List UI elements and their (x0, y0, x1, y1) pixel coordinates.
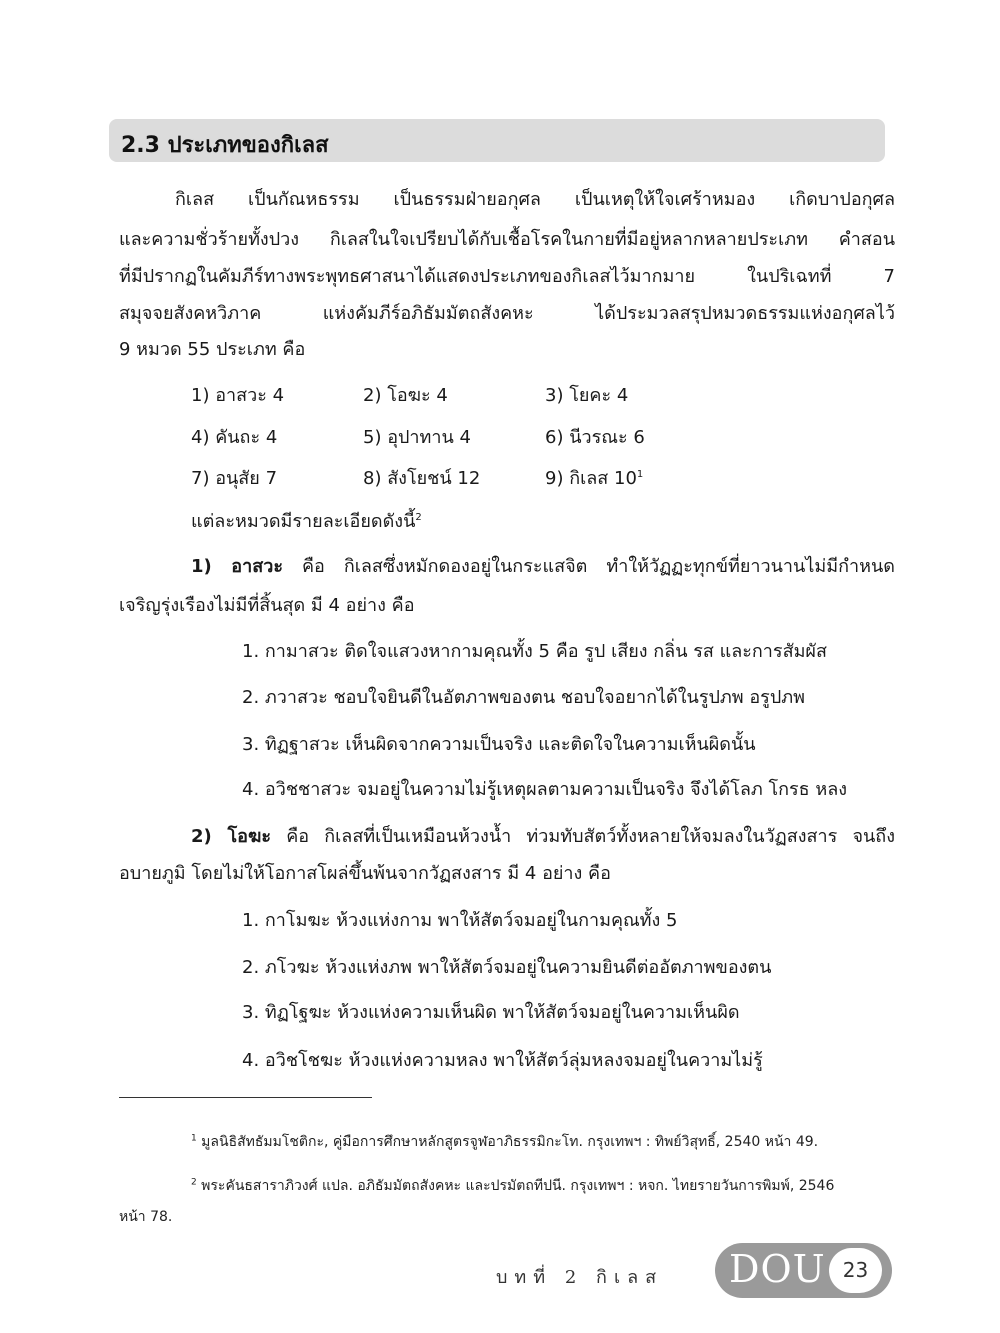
category-item: 7) อนุสัย 7 (191, 468, 278, 489)
footnote-ref-2[interactable]: 2 (415, 512, 422, 523)
ogha-item: 2. ภโวฆะ ห้วงแห่งภพ พาให้สัตว์จมอยู่ในความยินดีต่ออัตภาพของตน (242, 957, 772, 978)
footnote-mark: 2 (191, 1177, 197, 1188)
ogha-line-2: อบายภูมิ โดยไม่ให้โอกาสโผล่ขึ้นพ้นจากวัฏสงสาร มี 4 อย่าง คือ (119, 863, 611, 884)
footnote-2-continued: หน้า 78. (119, 1209, 173, 1225)
section-heading-bar (109, 119, 885, 162)
asava-line-2: เจริญรุ่งเรืองไม่มีที่สิ้นสุด มี 4 อย่าง คือ (119, 595, 415, 616)
category-item: 5) อุปาทาน 4 (363, 427, 471, 448)
dou-logo: DOU (729, 1247, 826, 1291)
detail-intro (191, 510, 422, 534)
chapter-footer: บทที่ 2 กิเลส (496, 1267, 664, 1288)
ogha-line-1 (191, 825, 895, 849)
ogha-title: 2) โอฆะ (191, 826, 271, 847)
category-item: 3) โยคะ 4 (545, 385, 629, 406)
ogha-definition: คือ กิเลสที่เป็นเหมือนห้วงน้ำ ท่วมทับสัตว์ทั้งหลายให้จมลงในวัฏสงสาร จนถึง (271, 826, 895, 847)
category-item: 6) นีวรณะ 6 (545, 427, 645, 448)
asava-definition: คือ กิเลสซึ่งหมักดองอยู่ในกระแสจิต ทำให้วัฏฏะทุกข์ที่ยาวนานไม่มีกำหนด (282, 556, 895, 577)
asava-item: 1. กามาสวะ ติดใจแสวงหากามคุณทั้ง 5 คือ รูป เสียง กลิ่น รส และการสัมผัส (242, 641, 827, 662)
asava-item: 2. ภวาสวะ ชอบใจยินดีในอัตภาพของตน ชอบใจอยากได้ในรูปภพ อรูปภพ (242, 687, 806, 708)
intro-line-4: สมุจจยสังคหวิภาค แห่งคัมภีร์อภิธัมมัตถสังคหะ ได้ประมวลสรุปหมวดธรรมแห่งอกุศลไว้ (119, 303, 895, 324)
intro-line-1: กิเลส เป็นกัณหธรรม เป็นธรรมฝ่ายอกุศล เป็นเหตุให้ใจเศร้าหมอง เกิดบาปอกุศล (175, 189, 895, 210)
footnote-mark: 1 (191, 1133, 197, 1144)
footnote-text: มูลนิธิสัทธัมมโชติกะ, คู่มือการศึกษาหลักสูตรจูฬอาภิธรรมิกะโท. กรุงเทพฯ : ทิพย์วิสุทธิ์, 2540 หน้า 49. (196, 1134, 819, 1150)
footnote-text: พระคันธสาราภิวงศ์ แปล. อภิธัมมัตถสังคหะ และปรมัตถทีปนี. กรุงเทพฯ : หจก. ไทยรายวันการพิมพ์, 2546 (196, 1178, 835, 1194)
category-item: 4) คันถะ 4 (191, 427, 278, 448)
footnote-2 (191, 1176, 834, 1196)
footnote-ref-1[interactable]: 1 (636, 469, 644, 480)
intro-line-5: 9 หมวด 55 ประเภท คือ (119, 339, 306, 360)
footnote-1 (191, 1132, 818, 1152)
category-item-with-footnote (545, 467, 643, 491)
category-item: 8) สังโยชน์ 12 (363, 468, 481, 489)
intro-line-3: ที่มีปรากฏในคัมภีร์ทางพระพุทธศาสนาได้แสดงประเภทของกิเลสไว้มากมาย ในปริเฉทที่ 7 (119, 266, 895, 287)
asava-item: 4. อวิชชาสวะ จมอยู่ในความไม่รู้เหตุผลตามความเป็นจริง จึงได้โลภ โกรธ หลง (242, 779, 848, 800)
category-item: 2) โอฆะ 4 (363, 385, 448, 406)
asava-line-1 (191, 555, 895, 579)
intro-line-2: และความชั่วร้ายทั้งปวง กิเลสในใจเปรียบได้กับเชื้อโรคในกายที่มีอยู่หลากหลายประเภท คำสอน (119, 229, 895, 250)
asava-title: 1) อาสวะ (191, 556, 283, 577)
ogha-item: 1. กาโมฆะ ห้วงแห่งกาม พาให้สัตว์จมอยู่ในกามคุณทั้ง 5 (242, 910, 678, 931)
detail-intro-text: แต่ละหมวดมีรายละเอียดดังนี้ (191, 511, 416, 532)
footnote-divider (119, 1097, 372, 1098)
page-number: 23 (829, 1248, 882, 1293)
ogha-item: 4. อวิชโชฆะ ห้วงแห่งความหลง พาให้สัตว์ลุ่มหลงจมอยู่ในความไม่รู้ (242, 1050, 763, 1071)
ogha-item: 3. ทิฏโฐฆะ ห้วงแห่งความเห็นผิด พาให้สัตว์จมอยู่ในความเห็นผิด (242, 1002, 740, 1023)
dou-badge (715, 1243, 892, 1298)
category-item-text: 9) กิเลส 10 (545, 468, 637, 489)
asava-item: 3. ทิฏฐาสวะ เห็นผิดจากความเป็นจริง และติดใจในความเห็นผิดนั้น (242, 734, 756, 755)
category-item: 1) อาสวะ 4 (191, 385, 285, 406)
section-heading: 2.3 ประเภทของกิเลส (121, 133, 329, 158)
